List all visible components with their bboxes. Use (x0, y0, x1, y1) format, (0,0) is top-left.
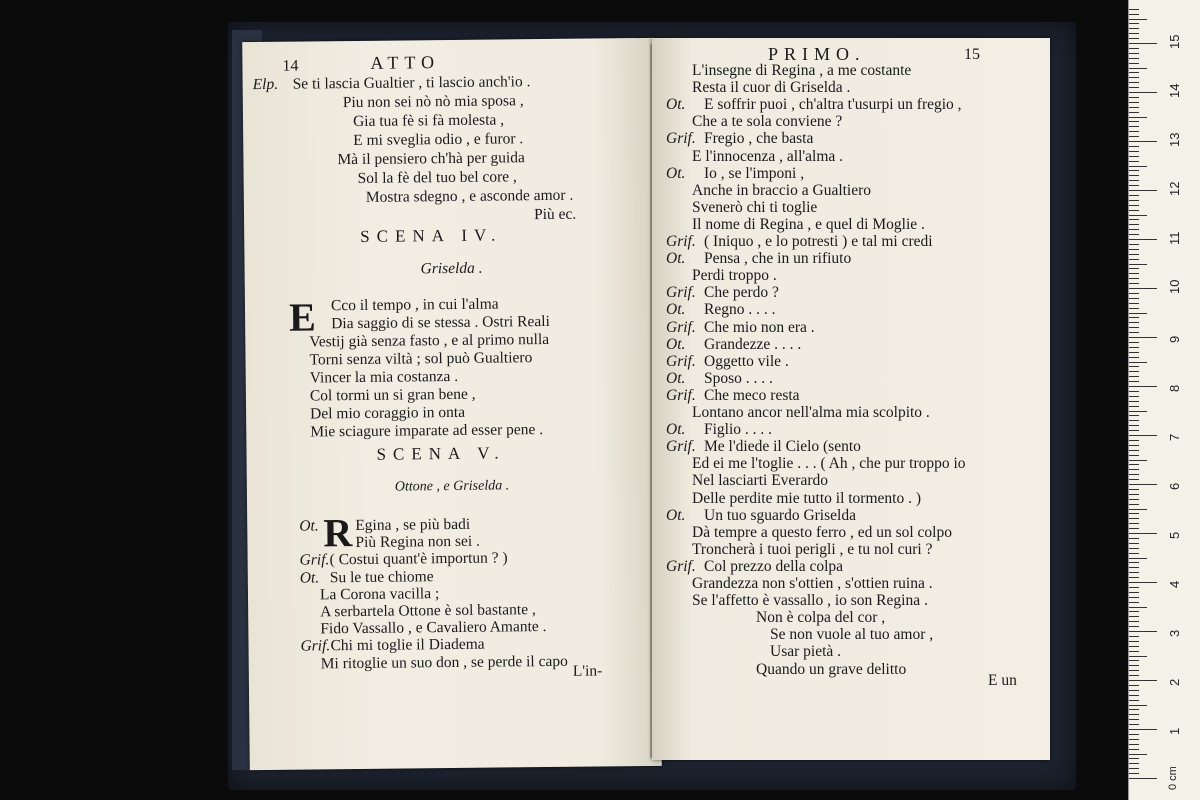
ruler-tick (1129, 283, 1139, 284)
ruler-tick (1129, 156, 1139, 157)
ruler-tick (1129, 719, 1139, 720)
ruler-tick (1129, 607, 1147, 608)
ruler-tick (1129, 450, 1139, 451)
verse-line: Perdi troppo . (692, 267, 777, 285)
ruler-tick (1129, 445, 1139, 446)
ruler-tick (1129, 548, 1139, 549)
ruler-tick (1129, 117, 1147, 118)
ruler-tick (1129, 219, 1139, 220)
speaker-label: Ot. (666, 335, 686, 353)
speaker-label: Grif. (299, 551, 330, 569)
ruler-number: 4 (1167, 580, 1182, 588)
left-catchword: L'in- (572, 662, 603, 680)
ruler-tick (1129, 239, 1157, 240)
ruler-tick (1129, 484, 1157, 485)
ruler-tick (1129, 631, 1157, 632)
ruler-tick (1129, 175, 1139, 176)
verse-line: Troncherà i tuoi perigli , e tu nol curi ? (692, 540, 933, 558)
ruler-tick (1129, 141, 1157, 142)
ruler-tick (1129, 185, 1139, 186)
verse-line: Regno . . . . (704, 301, 776, 319)
speaker-label: Ot. (666, 301, 686, 319)
ruler-tick (1129, 195, 1139, 196)
ruler-tick (1129, 97, 1139, 98)
scene5-persons: Ottone , e Griselda . (394, 478, 510, 495)
ruler-tick (1129, 224, 1139, 225)
ruler-tick (1129, 420, 1139, 421)
ruler-tick (1129, 543, 1139, 544)
verse-line: Sposo . . . . (704, 369, 773, 387)
verse-line: Su le tue chiome (329, 567, 434, 586)
verse-line: Mà il pensiero ch'hà per guida (337, 149, 525, 169)
ruler-tick (1129, 729, 1157, 730)
verse-line: A serbartela Ottone è sol bastante , (320, 601, 536, 621)
speaker-label: Grif. (666, 130, 696, 148)
scene4-persons: Griselda . (420, 259, 483, 278)
verse-line: Che perdo ? (704, 284, 779, 302)
ruler-number: 10 (1167, 279, 1182, 294)
ruler-tick (1129, 77, 1139, 78)
ruler-tick (1129, 205, 1139, 206)
ruler-tick (1129, 675, 1139, 676)
verse-line: Ed ei me l'toglie . . . ( Ah , che pur troppo io (692, 455, 966, 473)
ruler-tick (1129, 180, 1139, 181)
ruler-number: 2 (1167, 678, 1182, 686)
ruler-tick (1129, 190, 1157, 191)
ruler-tick (1129, 337, 1157, 338)
verse-line: Del mio coraggio in onta (310, 403, 466, 423)
ruler-tick (1129, 758, 1139, 759)
verse-line: ( Costui quant'è importun ? ) (329, 549, 508, 569)
ruler-tick (1129, 112, 1139, 113)
ruler-tick (1129, 72, 1139, 73)
ruler-tick (1129, 303, 1139, 304)
ruler-tick (1129, 200, 1139, 201)
verse-line: Anche in braccio a Gualtiero (692, 181, 872, 199)
ruler-tick (1129, 273, 1139, 274)
ruler-tick (1129, 592, 1139, 593)
ruler-tick (1129, 415, 1139, 416)
speaker-label: Elp. (252, 75, 279, 94)
ruler-tick (1129, 705, 1147, 706)
ruler-tick (1129, 43, 1157, 44)
ruler-number: 13 (1167, 132, 1182, 147)
ruler-tick (1129, 430, 1139, 431)
ruler-tick (1129, 327, 1139, 328)
verse-line: Svenerò chi ti toglie (692, 198, 818, 216)
verse-line: Se l'affetto è vassallo , io son Regina . (692, 592, 928, 610)
scene4-title: SCENA IV. (360, 225, 503, 246)
verse-line: Resta il cuor di Griselda . (692, 79, 851, 97)
ruler-tick (1129, 19, 1147, 20)
ruler-tick (1129, 602, 1139, 603)
ruler-tick (1129, 744, 1139, 745)
ruler-tick (1129, 151, 1139, 152)
ruler-tick (1129, 391, 1139, 392)
verse-line: Fregio , che basta (704, 130, 814, 148)
ruler-tick (1129, 342, 1139, 343)
ruler-tick (1129, 567, 1139, 568)
ruler-number: 15 (1167, 34, 1182, 49)
verse-line: Che mio non era . (704, 318, 815, 336)
ruler-tick (1129, 33, 1139, 34)
left-page-number: 14 (282, 57, 299, 75)
ruler-tick (1129, 249, 1139, 250)
ruler-tick (1129, 621, 1139, 622)
ruler-number: 3 (1167, 629, 1182, 637)
ruler-number: 14 (1167, 83, 1182, 98)
verse-line: ( Iniquo , e lo potresti ) e tal mi credi (704, 233, 933, 250)
ruler-tick (1129, 523, 1139, 524)
ruler-tick (1129, 646, 1139, 647)
ruler-tick (1129, 381, 1139, 382)
ruler-tick (1129, 278, 1139, 279)
ruler-tick (1129, 700, 1139, 701)
verse-line: Oggetto vile . (704, 352, 789, 370)
ruler-tick (1129, 58, 1139, 59)
ruler-tick (1129, 23, 1139, 24)
ruler-tick (1129, 749, 1139, 750)
ruler-tick (1129, 538, 1139, 539)
ruler-tick (1129, 528, 1139, 529)
verse-line: Pensa , che in un rifiuto (704, 250, 852, 268)
speaker-label: Ot. (666, 250, 686, 268)
verse-line: Figlio . . . . (704, 421, 773, 439)
ruler-tick (1129, 347, 1139, 348)
verse-line: E soffrir puoi , ch'altra t'usurpi un fregio , (704, 96, 962, 114)
measurement-ruler (1128, 0, 1200, 800)
right-page (652, 38, 1050, 760)
verse-line: Nel lasciarti Everardo (692, 472, 828, 490)
ruler-tick (1129, 680, 1157, 681)
verse-line: Col prezzo della colpa (704, 557, 844, 575)
ruler-tick (1129, 695, 1139, 696)
verse-line: Se non vuole al tuo amor , (770, 626, 934, 644)
verse-line: Dà tempre a questo ferro , ed un sol colpo (692, 523, 952, 541)
ruler-number: 7 (1167, 433, 1182, 441)
ruler-tick (1129, 489, 1139, 490)
ruler-tick (1129, 288, 1157, 289)
ruler-tick (1129, 268, 1139, 269)
ruler-tick (1129, 469, 1139, 470)
speaker-label: Ot. (666, 96, 686, 114)
ruler-tick (1129, 778, 1157, 779)
scene4-dropcap: E (288, 294, 317, 340)
speaker-label: Ot. (666, 506, 686, 524)
ruler-tick (1129, 322, 1139, 323)
verse-line: Fido Vassallo , e Cavaliero Amante . (320, 618, 547, 638)
ruler-tick (1129, 254, 1139, 255)
ruler-tick (1129, 690, 1139, 691)
verse-line: Cco il tempo , in cui l'alma (330, 295, 499, 315)
ruler-tick (1129, 509, 1147, 510)
verse-line: Grandezze . . . . (704, 335, 802, 353)
verse-line: Vincer la mia costanza . (309, 367, 459, 387)
ruler-unit-label: 0 cm (1167, 766, 1179, 790)
speaker-label: Grif. (300, 637, 331, 655)
speaker-label: Ot. (299, 568, 320, 587)
ruler-tick (1129, 611, 1139, 612)
speaker-label: Grif. (666, 318, 696, 336)
ruler-tick (1129, 572, 1139, 573)
ruler-tick (1129, 518, 1139, 519)
ruler-tick (1129, 38, 1139, 39)
ruler-tick (1129, 651, 1139, 652)
verse-line: Più ec. (533, 205, 577, 224)
ruler-tick (1129, 68, 1147, 69)
ruler-tick (1129, 63, 1139, 64)
ruler-tick (1129, 229, 1139, 230)
verse-line: Mostra sdegno , e asconde amor . (365, 186, 574, 206)
ruler-tick (1129, 724, 1139, 725)
verse-line: Se ti lascia Gualtier , ti lascio anch'io . (292, 73, 531, 93)
verse-line: Che meco resta (704, 386, 800, 404)
right-page-number: 15 (964, 46, 980, 63)
verse-line: Dia saggio di se stessa . Ostri Reali (331, 312, 550, 333)
speaker-label: Ot. (666, 164, 686, 182)
ruler-tick (1129, 371, 1139, 372)
ruler-tick (1129, 210, 1139, 211)
ruler-tick (1129, 406, 1139, 407)
speaker-label: Grif. (666, 284, 696, 302)
ruler-tick (1129, 121, 1139, 122)
ruler-tick (1129, 215, 1147, 216)
verse-line: Chi mi toglie il Diadema (330, 636, 485, 655)
verse-line: Delle perdite mie tutto il tormento . ) (692, 489, 921, 507)
ruler-number: 11 (1167, 231, 1182, 245)
ruler-tick (1129, 597, 1139, 598)
ruler-tick (1129, 533, 1157, 534)
verse-line: La Corona vacilla ; (319, 584, 440, 604)
verse-line: Il nome di Regina , e quel di Moglie . (692, 215, 925, 233)
ruler-tick (1129, 401, 1139, 402)
verse-line: Me l'diede il Cielo (sento (704, 438, 861, 456)
verse-line: Col tormi un si gran bene , (309, 385, 476, 405)
verse-line: Sol la fè del tuo bel core , (357, 168, 517, 187)
ruler-tick (1129, 763, 1139, 764)
ruler-tick (1129, 425, 1139, 426)
ruler-tick (1129, 587, 1139, 588)
verse-line: E mi sveglia odio , e furor . (353, 130, 524, 150)
speaker-label: Grif. (666, 352, 696, 370)
verse-line: Più Regina non sei . (355, 532, 480, 552)
ruler-tick (1129, 264, 1147, 265)
verse-line: Lontano ancor nell'alma mia scolpito . (692, 404, 930, 421)
ruler-tick (1129, 641, 1139, 642)
ruler-number: 12 (1167, 181, 1182, 196)
ruler-tick (1129, 298, 1139, 299)
verse-line: Quando un grave delitto (756, 660, 907, 678)
right-catchword: E un (988, 672, 1017, 689)
ruler-tick (1129, 161, 1139, 162)
ruler-tick (1129, 126, 1139, 127)
ruler-tick (1129, 440, 1139, 441)
speaker-label: Grif. (666, 557, 696, 575)
ruler-tick (1129, 504, 1139, 505)
ruler-tick (1129, 82, 1139, 83)
ruler-tick (1129, 317, 1139, 318)
ruler-tick (1129, 577, 1139, 578)
ruler-tick (1129, 494, 1139, 495)
right-running-head: PRIMO. (768, 44, 866, 64)
verse-line: Mie sciagure imparate ad esser pene . (310, 421, 544, 441)
ruler-tick (1129, 479, 1139, 480)
ruler-tick (1129, 92, 1157, 93)
ruler-tick (1129, 665, 1139, 666)
ruler-tick (1129, 107, 1139, 108)
ruler-tick (1129, 48, 1139, 49)
verse-line: E l'innocenza , all'alma . (692, 147, 844, 165)
ruler-tick (1129, 660, 1139, 661)
ruler-tick (1129, 734, 1139, 735)
verse-line: Non è colpa del cor , (756, 609, 886, 627)
ruler-tick (1129, 332, 1139, 333)
ruler-number: 8 (1167, 384, 1182, 392)
ruler-tick (1129, 293, 1139, 294)
ruler-tick (1129, 562, 1139, 563)
ruler-tick (1129, 411, 1147, 412)
ruler-tick (1129, 553, 1139, 554)
ruler-tick (1129, 773, 1139, 774)
ruler-number: 5 (1167, 531, 1182, 539)
verse-line: Egina , se più badi (355, 515, 471, 535)
verse-line: Usar pietà . (770, 643, 842, 661)
ruler-tick (1129, 513, 1139, 514)
ruler-tick (1129, 460, 1147, 461)
ruler-tick (1129, 709, 1139, 710)
left-page (242, 38, 662, 770)
ruler-tick (1129, 499, 1139, 500)
ruler-tick (1129, 146, 1139, 147)
ruler-tick (1129, 244, 1139, 245)
ruler-tick (1129, 376, 1139, 377)
ruler-tick (1129, 170, 1139, 171)
verse-line: Gia tua fè si fà molesta , (352, 111, 505, 131)
speaker-label: Grif. (666, 438, 696, 456)
speaker-label: Ot. (666, 369, 686, 387)
ruler-number: 9 (1167, 335, 1182, 343)
ruler-tick (1129, 455, 1139, 456)
scene5-dropcap: R (323, 510, 353, 556)
ruler-tick (1129, 352, 1139, 353)
ruler-number: 1 (1167, 727, 1182, 735)
ruler-tick (1129, 464, 1139, 465)
ruler-tick (1129, 166, 1147, 167)
ruler-tick (1129, 313, 1147, 314)
verse-line: Vestij già senza fasto , e al primo nulla (309, 330, 550, 351)
ruler-tick (1129, 558, 1147, 559)
ruler-tick (1129, 616, 1139, 617)
ruler-tick (1129, 636, 1139, 637)
ruler-tick (1129, 357, 1139, 358)
ruler-tick (1129, 131, 1139, 132)
ruler-tick (1129, 582, 1157, 583)
ruler-tick (1129, 53, 1139, 54)
ruler-tick (1129, 626, 1139, 627)
ruler-tick (1129, 656, 1147, 657)
speaker-label: Ot. (299, 517, 319, 535)
ruler-tick (1129, 28, 1139, 29)
ruler-tick (1129, 87, 1139, 88)
verse-line: Che a te sola conviene ? (692, 113, 843, 131)
verse-line: L'insegne di Regina , a me costante (692, 62, 912, 79)
speaker-label: Grif. (666, 386, 696, 404)
left-running-head: ATTO (370, 52, 441, 73)
ruler-number: 6 (1167, 482, 1182, 490)
scene5-title: SCENA V. (376, 443, 506, 464)
ruler-tick (1129, 386, 1157, 387)
ruler-tick (1129, 739, 1139, 740)
speaker-label: Ot. (666, 421, 686, 439)
ruler-tick (1129, 308, 1139, 309)
ruler-tick (1129, 396, 1139, 397)
ruler-tick (1129, 366, 1139, 367)
verse-line: Torni senza viltà ; sol può Gualtiero (309, 349, 533, 369)
ruler-tick (1129, 362, 1147, 363)
ruler-tick (1129, 234, 1139, 235)
ruler-tick (1129, 685, 1139, 686)
verse-line: Mi ritoglie un suo don , se perde il capo (320, 652, 568, 672)
verse-line: Grandezza non s'ottien , s'ottien ruina . (692, 575, 933, 592)
ruler-tick (1129, 102, 1139, 103)
ruler-tick (1129, 9, 1139, 10)
ruler-tick (1129, 754, 1147, 755)
ruler-tick (1129, 714, 1139, 715)
speaker-label: Grif. (666, 233, 696, 250)
verse-line: Io , se l'imponi , (704, 164, 805, 182)
ruler-tick (1129, 14, 1139, 15)
ruler-tick (1129, 474, 1139, 475)
ruler-tick (1129, 435, 1157, 436)
verse-line: Un tuo sguardo Griselda (704, 506, 856, 524)
verse-line: Piu non sei nò nò mia sposa , (342, 92, 524, 112)
ruler-tick (1129, 259, 1139, 260)
ruler-tick (1129, 136, 1139, 137)
ruler-tick (1129, 768, 1139, 769)
ruler-tick (1129, 670, 1139, 671)
